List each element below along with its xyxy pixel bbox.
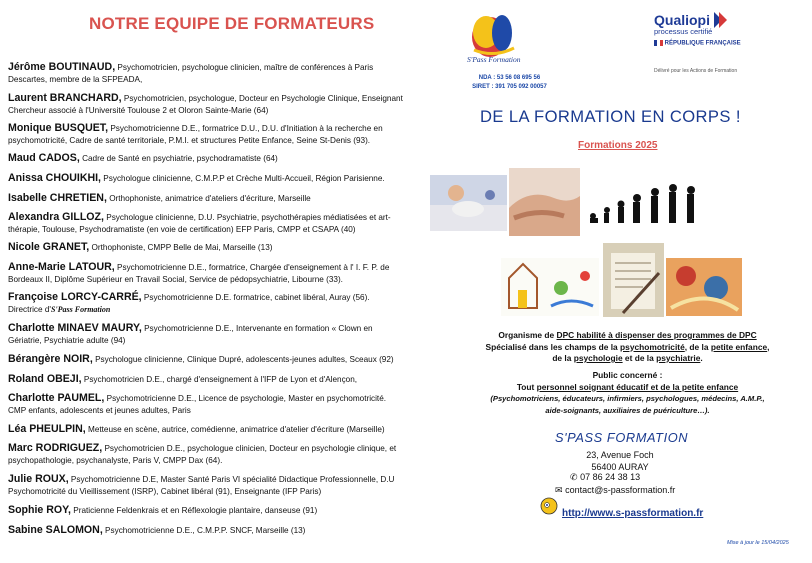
member-name: Charlotte PAUMEL, <box>8 392 105 404</box>
member-name: Sophie ROY, <box>8 504 71 516</box>
public-text: Tout <box>516 381 537 392</box>
offer-text: Organisme de <box>498 330 557 340</box>
list-item <box>8 374 403 386</box>
list-item <box>8 93 403 116</box>
member-name: Charlotte MINAEV MAURY, <box>8 322 142 334</box>
list-item <box>8 292 403 315</box>
company-name: S'PASS FORMATION <box>555 430 689 445</box>
member-role: Psychomotricienne D.E., C.M.P.P. SNCF, Marseille (13) <box>105 526 306 535</box>
photo-writing <box>603 243 664 317</box>
list-item <box>8 354 403 366</box>
republic-text: RÉPUBLIQUE FRANÇAISE <box>664 40 741 47</box>
list-item <box>8 323 403 346</box>
member-role: Psychomotricien D.E., chargé d'enseignement à l'IFP de Lyon et d'Alençon, <box>83 375 358 384</box>
signature-logo: S'Pass Formation <box>50 304 111 314</box>
list-item <box>8 62 403 85</box>
offer-field: petite enfance <box>710 341 768 352</box>
qualiopi-badge <box>654 12 754 47</box>
list-item <box>8 193 403 205</box>
public-roles: (Psychomotriciens, éducateurs, infirmiers, psychologues, médecins, A.M.P., <box>490 394 765 403</box>
member-role: Psychomotricien, psychologue, Docteur en Psychologie Clinique, Enseignant Chercheur associé à l'Université Toulouse 2 et Oloron Sainte-Marie (64) <box>8 94 403 115</box>
company-ids <box>462 74 557 92</box>
member-role: Praticienne Feldenkrais et en Réflexologie plantaire, danseuse (91) <box>73 506 318 515</box>
photo-baby <box>430 175 507 231</box>
list-item <box>8 443 403 466</box>
qualiopi-subtitle: processus certifié <box>654 27 713 36</box>
member-name: Anne-Marie LATOUR, <box>8 261 115 273</box>
member-role: Psychomotricienne D.E., Intervenante en formation « Clown en Gériatrie, Psychiatrie adulte (94) <box>8 324 373 345</box>
member-name: Sabine SALOMON, <box>8 524 103 536</box>
flag-icon <box>654 40 663 46</box>
public-target: personnel soignant éducatif et de la petite enfance <box>536 381 739 392</box>
member-name: Marc RODRIGUEZ, <box>8 442 103 454</box>
member-role: Psychomotricienne D.E., formatrice D.U., D.U. d'Initiation à la recherche en psychomotricité, Cadre de santé territoriale, P.M.I. et structures Petite Enfance, Seine St-Denis (93). <box>8 124 383 145</box>
offer-dpc: DPC habilité à dispenser des programmes de DPC <box>556 330 757 340</box>
offer-text: . <box>700 353 703 363</box>
phone-number[interactable]: 07 86 24 38 13 <box>580 472 641 482</box>
member-role: Orthophoniste, CMPP Belle de Mai, Marseille (13) <box>91 243 273 252</box>
tagline: DE LA FORMATION EN CORPS ! <box>480 107 741 126</box>
member-role: Cadre de Santé en psychiatrie, psychodramatiste (64) <box>82 154 278 163</box>
offer-description <box>470 330 785 365</box>
website-link[interactable]: http://www.s-passformation.fr <box>562 508 704 519</box>
offer-field: psychiatrie <box>656 353 701 363</box>
member-role: Psychomotricienne D.E, Master Santé Paris VI spécialité Didactique Professionnelle, D.U Psychomotricité du Vieillissement (ISRP), Cabinet libéral (91), Enseignante (IFP Paris) <box>8 475 395 496</box>
list-item <box>8 424 403 436</box>
siret-number: SIRET : 391 705 092 00057 <box>472 84 547 90</box>
member-name: Jérôme BOUTINAUD, <box>8 61 116 73</box>
list-item <box>8 262 403 285</box>
page-title: NOTRE EQUIPE DE FORMATEURS <box>89 14 375 33</box>
photo-hands <box>509 168 580 236</box>
member-role: Orthophoniste, animatrice d'ateliers d'écriture, Marseille <box>109 194 311 203</box>
list-item <box>8 474 403 497</box>
address <box>555 449 685 473</box>
offer-text: et de la <box>622 353 657 363</box>
member-name: Alexandra GILLOZ, <box>8 211 104 223</box>
member-name: Anissa CHOUIKHI, <box>8 172 102 184</box>
offer-field: psychologie <box>573 353 623 363</box>
phone-icon: ✆ <box>570 472 578 482</box>
email-link[interactable]: contact@s-passformation.fr <box>565 485 676 495</box>
list-item <box>8 393 403 416</box>
evolution-illustration <box>583 180 711 225</box>
list-item <box>8 123 403 146</box>
web-mascot-icon <box>540 497 558 515</box>
envelope-icon: ✉ <box>555 485 563 495</box>
target-audience <box>470 370 785 416</box>
list-item <box>8 212 403 235</box>
member-role: Metteuse en scène, autrice, comédienne, animatrice d'atelier d'écriture (Marseille) <box>88 425 385 434</box>
children-drawing <box>501 258 599 316</box>
member-name: Maud CADOS, <box>8 152 80 164</box>
member-role: Psychomotricien D.E., psychologue clinicien, Docteur en psychologie clinique, et psychopathologie, psychanalyste, Paris V, CMPP Dax (64). <box>8 444 397 465</box>
member-role: Psychomotricienne D.E., Licence de psychologie, Master en psychomotricité. CMP enfants, adolescents et jeunes adultes, Paris <box>8 394 387 415</box>
member-role: Psychologue clinicienne, C.M.P.P et Crèche Multi-Accueil, Région Parisienne. <box>103 174 385 183</box>
year-label: Formations 2025 <box>578 140 658 151</box>
qualiopi-delivered: Délivré pour les Actions de Formation <box>654 68 738 74</box>
member-role: Psychomotricien, psychologue clinicien, maître de conférences à Paris Descartes, membre de la SFPEADA, <box>8 63 374 84</box>
email-row <box>555 485 675 496</box>
phone-row <box>570 472 640 483</box>
logo-caption: S'Pass Formation <box>467 55 521 64</box>
street: 23, Avenue Foch <box>586 450 654 460</box>
member-name: Isabelle CHRETIEN, <box>8 192 107 204</box>
qualiopi-arrow-icon <box>714 12 728 28</box>
member-role: Psychomotricienne D.E. formatrice, cabinet libéral, Auray (56). Directrice d' <box>8 293 370 314</box>
member-role: Psychomotricienne D.E., formatrice, Chargée d'enseignement à l' I. F. P. de Bordeaux II, Diplôme Supérieur en Travail Social, Service de pédopsychiatrie, Libourne (33). <box>8 263 390 284</box>
public-roles: aide-soignants, auxiliaires de puériculture…). <box>545 405 710 415</box>
member-name: Monique BUSQUET, <box>8 122 109 134</box>
update-date: Mise à jour le 15/04/2025 <box>727 540 789 546</box>
offer-text: , de la <box>684 341 711 352</box>
nda-number: NDA : 53 56 08 695 56 <box>478 75 541 81</box>
list-item <box>8 242 403 254</box>
member-name: Françoise LORCY-CARRÉ, <box>8 291 142 303</box>
member-name: Léa PHEULPIN, <box>8 423 86 435</box>
offer-text: Spécialisé dans les champs de la <box>485 341 621 352</box>
public-title: Public concerné : <box>592 370 663 380</box>
city: 56400 AURAY <box>591 462 649 472</box>
member-name: Bérangère NOIR, <box>8 353 93 365</box>
member-name: Julie ROUX, <box>8 473 69 485</box>
list-item <box>8 153 403 165</box>
offer-text: de la <box>552 353 574 363</box>
list-item <box>8 505 403 517</box>
member-name: Roland OBEJI, <box>8 373 82 385</box>
offer-field: psychomotricité <box>620 341 685 352</box>
member-name: Laurent BRANCHARD, <box>8 92 122 104</box>
list-item <box>8 525 403 537</box>
member-role: Psychologue clinicienne, D.U. Psychiatrie, psychothérapies médiatisées et art-thérapie, Toulouse, Psychodramatiste (en voie de certification) EFP Paris, CMPP et CSAPA (40) <box>8 213 391 234</box>
offer-text: , <box>767 341 770 352</box>
member-name: Nicole GRANET, <box>8 241 90 253</box>
list-item <box>8 173 403 185</box>
member-role: Psychologue clinicienne, Clinique Dupré, adolescents-jeunes adultes, Sceaux (92) <box>95 355 394 364</box>
republic-label <box>654 40 754 47</box>
qualiopi-title: Qualiopi <box>654 12 710 28</box>
photo-artwork <box>666 258 742 316</box>
